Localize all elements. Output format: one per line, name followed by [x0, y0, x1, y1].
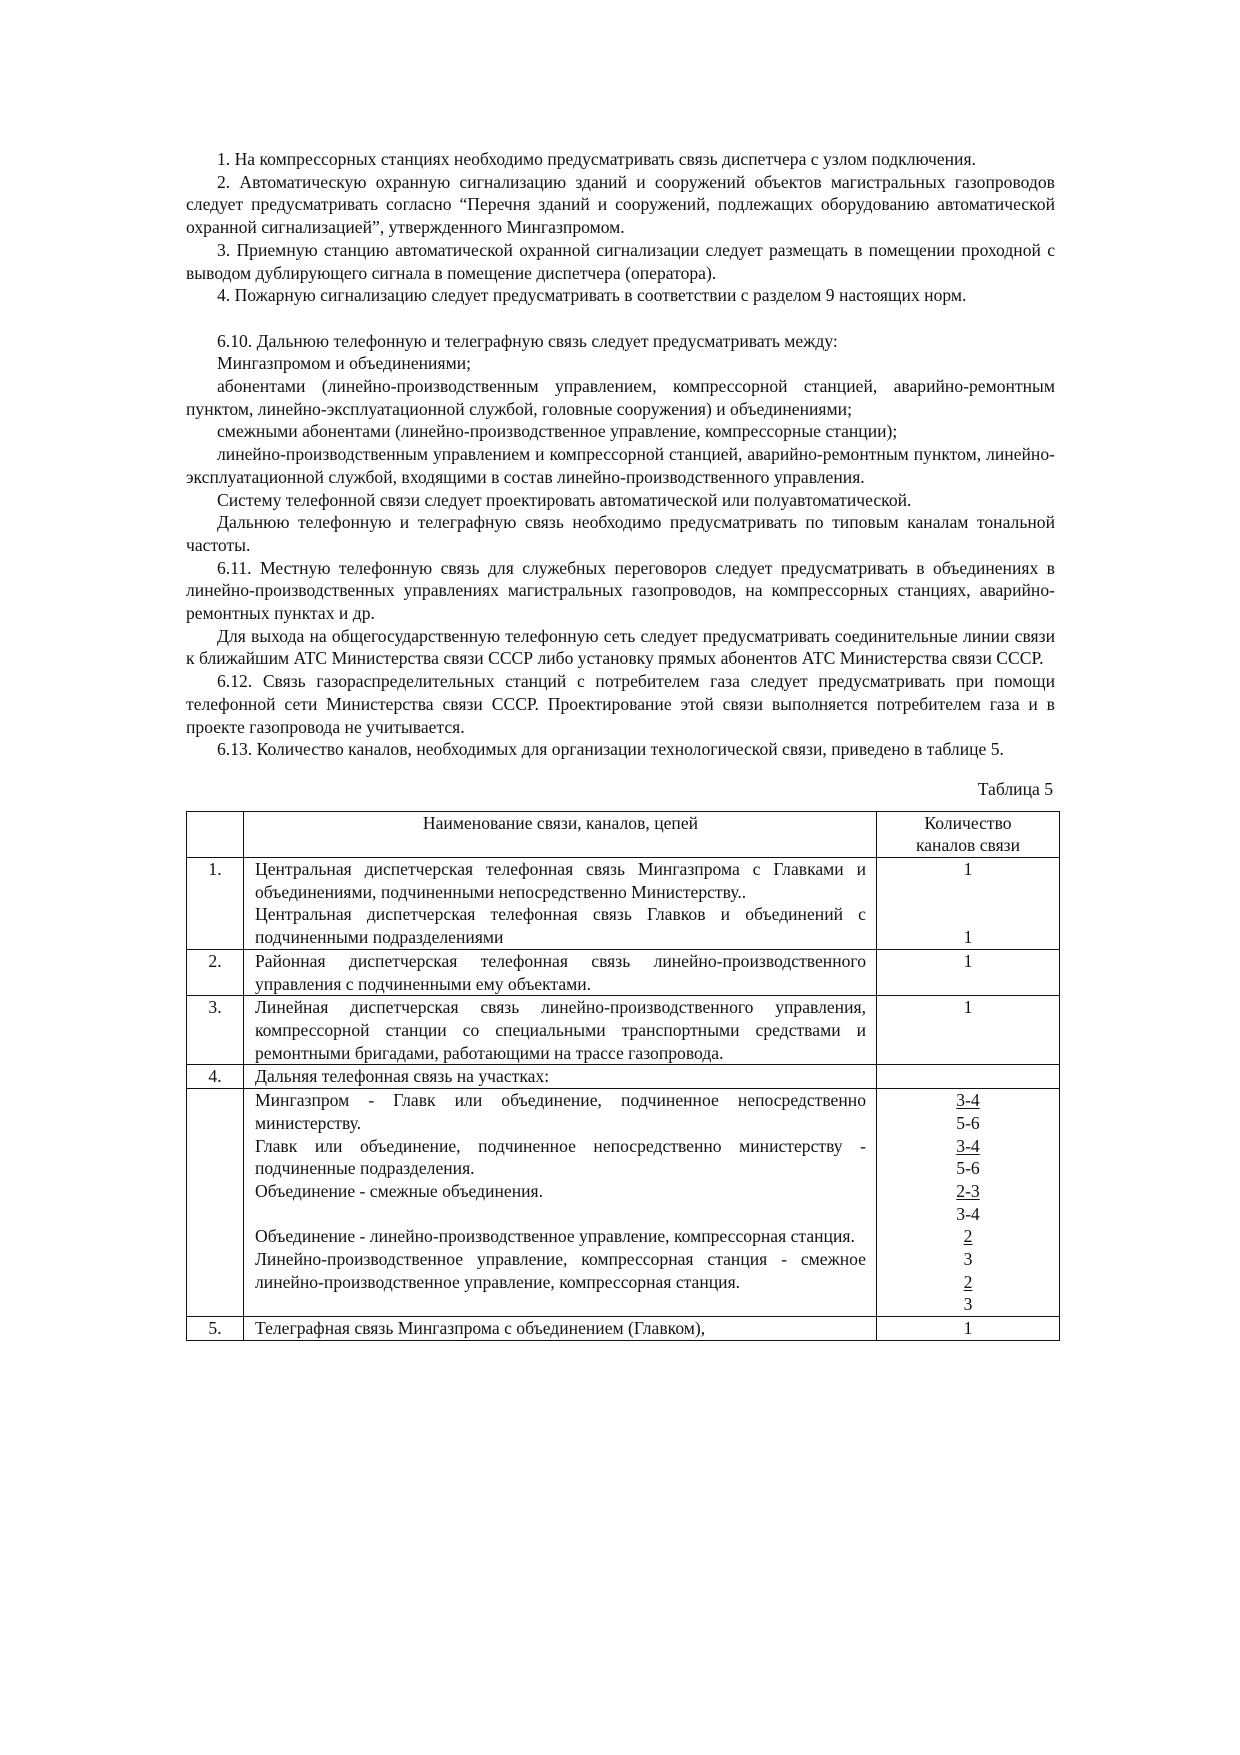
paragraph: 2. Автоматическую охранную сигнализацию зданий и сооружений объектов магистральных газопроводов следует предусматривать согласно “Перечня зданий и сооружений, подлежащих оборудованию автоматической охранной сигнализацией”, утвержденного Мингазпромом.: [186, 171, 1055, 238]
header-name: Наименование связи, каналов, цепей: [244, 811, 877, 857]
paragraph: абонентами (линейно-производственным управлением, компрессорной станцией, аварийно-ремонтным пунктом, линейно-эксплуатационной службой, головные сооружения) и объединениями;: [186, 376, 1055, 419]
paragraph: смежными абонентами (линейно-производственное управление, компрессорные станции);: [217, 421, 898, 442]
paragraph: 1. На компрессорных станциях необходимо предусматривать связь диспетчера с узлом подключения.: [217, 149, 976, 169]
header-num: [187, 811, 244, 857]
table-row-subitems: Мингазпром - Главк или объединение, подчиненное непосредственно министерству. Главк или объединение, подчиненное непосредственно министерству - подчиненные подразделения. Объединение - смежные объединения. Объединение - линейно-производственное управление, компрессорная станция. Линейно-производственное управление, компрессорная станция - смежное линейно-производственное управление, компрессорная станция. 3-4 5-6 3-4 5-6 2-3 3-4 2 3 2 3: [187, 1089, 1060, 1317]
table-header-row: [187, 811, 1060, 857]
table-row: 5. Телеграфная связь Мингазпрома с объединением (Главком), 1: [187, 1317, 1060, 1341]
section-6-12: 6.12. Связь газораспределительных станций с потребителем газа следует предусматривать при помощи телефонной сети Министерства связи СССР. Проектирование этой связи выполняется потребителем газа и в проекте газопровода не учитывается.: [186, 671, 1055, 737]
channels-table: [186, 811, 1060, 1341]
paragraph: 3. Приемную станцию автоматической охранной сигнализации следует размещать в помещении проходной с выводом дублирующего сигнала в помещение диспетчера (оператора).: [186, 239, 1055, 283]
section-6-10: 6.10. Дальнюю телефонную и телеграфную связь следует предусматривать между:: [217, 330, 838, 351]
subitem: Объединение - линейно-производственное управление, компрессорная станция.: [255, 1226, 855, 1247]
paragraph: Мингазпромом и объединениями;: [217, 353, 472, 374]
document-page: [186, 148, 1055, 1341]
subitem: Объединение - смежные объединения.: [255, 1180, 544, 1201]
blank-line: [186, 307, 1055, 330]
subitem: Главк или объединение, подчиненное непосредственно министерству - подчиненные подразделения.: [255, 1135, 866, 1179]
table-caption: Таблица 5: [977, 778, 1053, 799]
table-row: 4. Дальняя телефонная связь на участках:: [187, 1065, 1060, 1089]
paragraph: Для выхода на общегосударственную телефонную сеть следует предусматривать соединительные линии связи к ближайшим АТС Министерства связи СССР либо установку прямых абонентов АТС Министерства связи СССР.: [186, 625, 1055, 669]
table-row: 1. Центральная диспетчерская телефонная связь Мингазпрома с Главками и объединениями, подчиненными непосредственно Министерству.. Центральная диспетчерская телефонная связь Главков и объединений с подчиненными подразделениями 1 1: [187, 858, 1060, 950]
subitem: Линейно-производственное управление, компрессорная станция - смежное линейно-производственное управление, компрессорная станция.: [255, 1249, 866, 1292]
section-6-11: 6.11. Местную телефонную связь для служебных переговоров следует предусматривать в объединениях в линейно-производственных управлениях магистральных газопроводов, на компрессорных станциях, аварийно-ремонтных пунктах и др.: [186, 557, 1055, 624]
section-6-13: 6.13. Количество каналов, необходимых для организации технологической связи, приведено в таблице 5.: [217, 739, 1004, 760]
table-row: 2. Районная диспетчерская телефонная связь линейно-производственного управления с подчиненными ему объектами. 1: [187, 949, 1060, 995]
header-qty: Количество каналов связи: [877, 811, 1060, 857]
paragraph: Систему телефонной связи следует проектировать автоматической или полуавтоматической.: [217, 489, 912, 510]
paragraph: 4. Пожарную сигнализацию следует предусматривать в соответствии с разделом 9 настоящих норм.: [217, 285, 967, 306]
table-row: 3. Линейная диспетчерская связь линейно-производственного управления, компрессорной станции со специальными транспортными средствами и ремонтными бригадами, работающими на трассе газопровода. 1: [187, 996, 1060, 1065]
paragraph: Дальнюю телефонную и телеграфную связь необходимо предусматривать по типовым каналам тональной частоты.: [186, 512, 1055, 555]
subitem: Мингазпром - Главк или объединение, подчиненное непосредственно министерству.: [255, 1090, 866, 1133]
paragraph: линейно-производственным управлением и компрессорной станцией, аварийно-ремонтным пунктом, линейно-эксплуатационной службой, входящими в состав линейно-производственного управления.: [186, 444, 1055, 487]
